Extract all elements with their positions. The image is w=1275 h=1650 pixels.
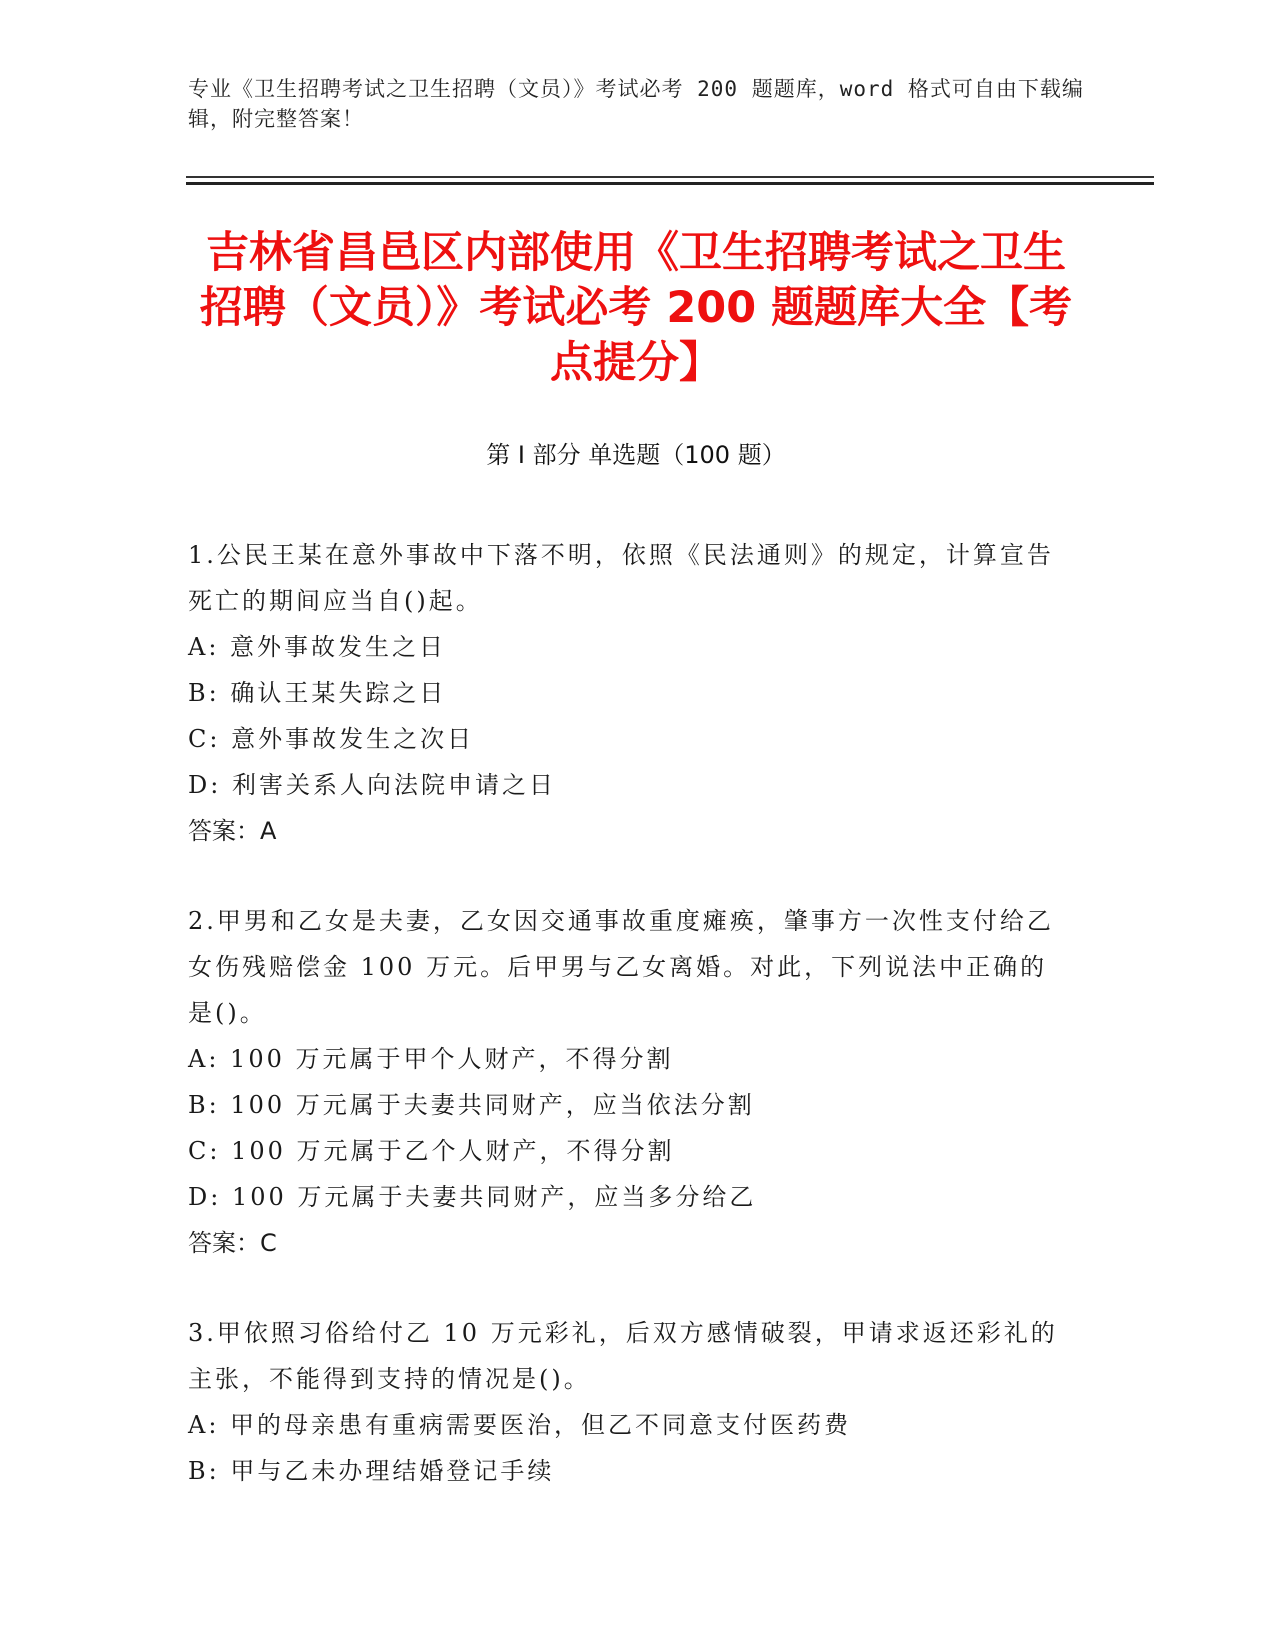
option-d: D: 利害关系人向法院申请之日	[188, 771, 556, 799]
option-c: C: 意外事故发生之次日	[188, 725, 475, 753]
option-a: A: 甲的母亲患有重病需要医治，但乙不同意支付医药费	[188, 1411, 852, 1439]
question-stem: 2.甲男和乙女是夫妻，乙女因交通事故重度瘫痪，肇事方一次性支付给乙女伤残赔偿金 100 万元。后甲男与乙女离婚。对此，下列说法中正确的是()。	[188, 907, 1054, 1027]
question-stem: 1.公民王某在意外事故中下落不明，依照《民法通则》的规定，计算宣告死亡的期间应当自()起。	[188, 541, 1054, 615]
option-c: C: 100 万元属于乙个人财产，不得分割	[188, 1137, 675, 1165]
option-a: A: 意外事故发生之日	[188, 633, 447, 661]
answer-line: 答案：C	[188, 1229, 277, 1257]
question-item-1	[188, 532, 1068, 854]
document-title: 吉林省昌邑区内部使用《卫生招聘考试之卫生招聘（文员）》考试必考 200 题题库大全【考点提分】	[199, 228, 1073, 388]
option-b: B: 甲与乙未办理结婚登记手续	[188, 1457, 555, 1485]
question-list	[188, 532, 1068, 1538]
header-divider-thick	[186, 182, 1154, 185]
question-stem: 3.甲依照习俗给付乙 10 万元彩礼，后双方感情破裂，甲请求返还彩礼的主张，不能得到支持的情况是()。	[188, 1319, 1058, 1393]
option-a: A: 100 万元属于甲个人财产，不得分割	[188, 1045, 674, 1073]
section-title: 第 I 部分 单选题（100 题）	[486, 441, 786, 469]
header-divider-thin	[186, 176, 1154, 178]
option-d: D: 100 万元属于夫妻共同财产，应当多分给乙	[188, 1183, 757, 1211]
header-note: 专业《卫生招聘考试之卫生招聘（文员）》考试必考 200 题题库，word 格式可自由下载编辑，附完整答案！	[188, 77, 1084, 131]
question-item-3	[188, 1310, 1068, 1494]
option-b: B: 100 万元属于夫妻共同财产，应当依法分割	[188, 1091, 755, 1119]
question-item-2	[188, 898, 1068, 1266]
answer-line: 答案：A	[188, 817, 277, 845]
option-b: B: 确认王某失踪之日	[188, 679, 447, 707]
